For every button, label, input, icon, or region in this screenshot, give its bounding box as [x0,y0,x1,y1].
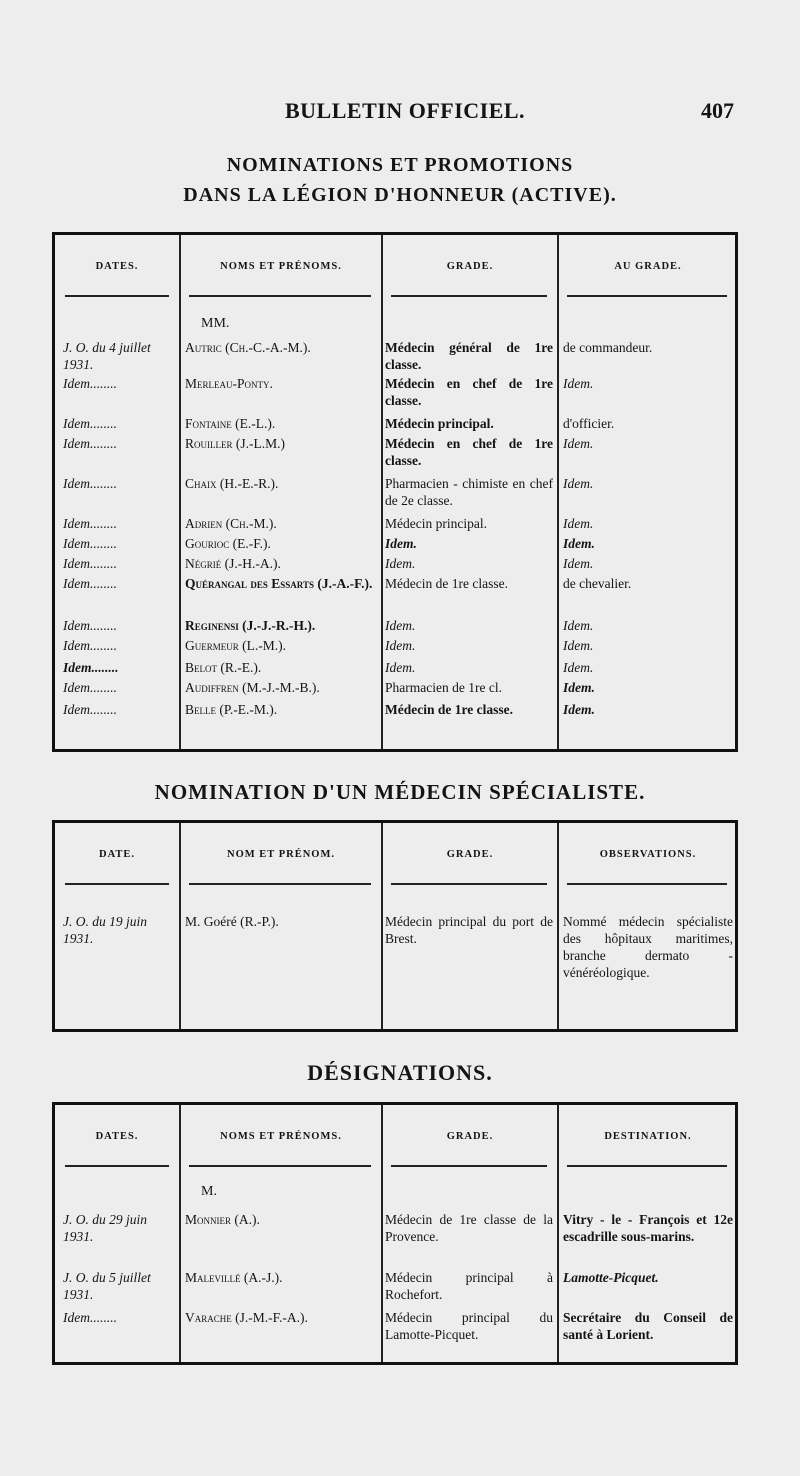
table-row-au-grade: Idem. [563,556,594,571]
column-header-nom: NOM ET PRÉNOM. [226,849,335,860]
table-row-name: Belot (R.-E.). [185,660,262,675]
table-row-grade: Idem. [385,556,416,571]
column-header-au-grade: AU GRADE. [614,261,682,272]
column-header-dates: DATES. [95,261,139,272]
table-row-grade: Médecin de 1re classe. [385,576,508,591]
table-row-au-grade: de commandeur. [563,340,653,355]
table-row-grade: Pharmacien de 1re cl. [385,680,502,695]
table-row-au-grade: Idem. [563,702,595,717]
medecin-specialiste-table [52,820,738,1032]
table-row-date: Idem........ [63,660,119,675]
table-row-name: Audiffren (M.-J.-M.-B.). [185,680,320,695]
table-row-au-grade: d'officier. [563,416,615,431]
mm-label: MM. [201,316,230,331]
column-header-observations: OBSERVATIONS. [599,849,697,860]
table-row-date: Idem........ [63,702,117,717]
table-row-name: Chaix (H.-E.-R.). [185,476,279,491]
table-row-date: J. O. du 19 juin 1931. [63,914,147,946]
table-row-au-grade: de chevalier. [563,576,632,591]
table-row-name: Quérangal des Essarts (J.-A.-F.). [185,576,373,591]
table-row-au-grade: Idem. [563,536,595,551]
table-row-date: Idem........ [63,1310,117,1325]
table-row-name: Gourioc (E.-F.). [185,536,271,551]
table-row-grade: Médecin en chef de 1re classe. [385,436,553,468]
table-row-date: Idem........ [63,638,117,653]
page-header [0,98,800,138]
column-header-noms: NOMS ET PRÉNOMS. [220,261,342,272]
table-row-name: Rouiller (J.-L.M.) [185,436,285,451]
table-row-grade: Idem. [385,536,417,551]
section1-title-line2: DANS LA LÉGION D'HONNEUR (ACTIVE). [183,184,617,206]
table-row-name: Adrien (Ch.-M.). [185,516,277,531]
table-row-date: Idem........ [63,576,117,591]
table-row-grade: Idem. [385,618,416,633]
table-row-name: Négrié (J.-H.-A.). [185,556,281,571]
table-row-grade: Idem. [385,638,416,653]
table-row-observations: Nommé médecin spécialiste des hôpitaux maritimes, branche dermato - vénéréologique. [563,914,733,980]
table-row-name: Fontaine (E.-L.). [185,416,276,431]
table-row-name: Malevillé (A.-J.). [185,1270,283,1285]
column-header-destination: DESTINATION. [604,1131,692,1142]
table-row-date: Idem........ [63,680,117,695]
section1-title-line1: NOMINATIONS ET PROMOTIONS [226,154,574,176]
table-row-au-grade: Idem. [563,680,595,695]
table-row-grade: Médecin de 1re classe de la Provence. [385,1212,553,1244]
table-row-date: Idem........ [63,516,117,531]
page-number: 407 [701,98,734,123]
table-row-grade: Médecin principal du Lamotte-Picquet. [385,1310,553,1342]
table-row-au-grade: Idem. [563,660,594,675]
column-header-grade: GRADE. [446,261,494,272]
legion-honneur-table [52,232,738,752]
table-row-name: Merleau-Ponty. [185,376,273,391]
table-row-au-grade: Idem. [563,638,594,653]
table-row-grade: Pharmacien - chimiste en chef de 2e classe. [385,476,553,508]
table-row-date: Idem........ [63,376,117,391]
table-row-grade: Idem. [385,660,416,675]
table-row-name: M. Goéré (R.-P.). [185,914,279,929]
column-header-date: DATE. [98,849,136,860]
table-row-au-grade: Idem. [563,516,594,531]
table-row-date: J. O. du 4 juillet 1931. [63,340,151,372]
column-header-grade: GRADE. [446,849,494,860]
table-row-grade: Médecin principal à Rochefort. [385,1270,553,1302]
table-row-grade: Médecin principal. [385,516,487,531]
table-row-name: Reginensi (J.-J.-R.-H.). [185,618,316,633]
table-row-grade: Médecin de 1re classe. [385,702,513,717]
table-row-grade: Médecin principal du port de Brest. [385,914,553,946]
column-header-noms: NOMS ET PRÉNOMS. [220,1131,342,1142]
table-row-date: Idem........ [63,436,117,451]
table-row-name: Autric (Ch.-C.-A.-M.). [185,340,311,355]
table-row-date: Idem........ [63,556,117,571]
table-row-au-grade: Idem. [563,436,594,451]
table-row-date: Idem........ [63,536,117,551]
table-row-au-grade: Idem. [563,376,594,391]
table-row-date: Idem........ [63,618,117,633]
table-row-destination: Lamotte-Picquet. [563,1270,659,1285]
section2-title: NOMINATION D'UN MÉDECIN SPÉCIALISTE. [154,780,646,804]
table-row-date: J. O. du 5 juillet 1931. [63,1270,151,1302]
table-row-grade: Médecin principal. [385,416,494,431]
table-row-destination: Vitry - le - François et 12e escadrille sous-marins. [563,1212,733,1244]
table-row-grade: Médecin général de 1re classe. [385,340,553,372]
table-row-grade: Médecin en chef de 1re classe. [385,376,553,408]
m-label: M. [201,1184,217,1199]
table-row-name: Monnier (A.). [185,1212,260,1227]
section3-title: DÉSIGNATIONS. [307,1060,493,1085]
table-row-name: Belle (P.-E.-M.). [185,702,278,717]
table-row-date: J. O. du 29 juin 1931. [63,1212,147,1244]
table-row-destination: Secrétaire du Conseil de santé à Lorient. [563,1310,733,1342]
column-header-grade: GRADE. [446,1131,494,1142]
table-row-date: Idem........ [63,416,117,431]
table-row-name: Guermeur (L.-M.). [185,638,286,653]
table-row-name: Varache (J.-M.-F.-A.). [185,1310,308,1325]
column-header-dates: DATES. [95,1131,139,1142]
table-row-au-grade: Idem. [563,476,594,491]
table-row-date: Idem........ [63,476,117,491]
table-row-au-grade: Idem. [563,618,594,633]
running-title: BULLETIN OFFICIEL. [285,98,526,123]
designations-table [52,1102,738,1365]
